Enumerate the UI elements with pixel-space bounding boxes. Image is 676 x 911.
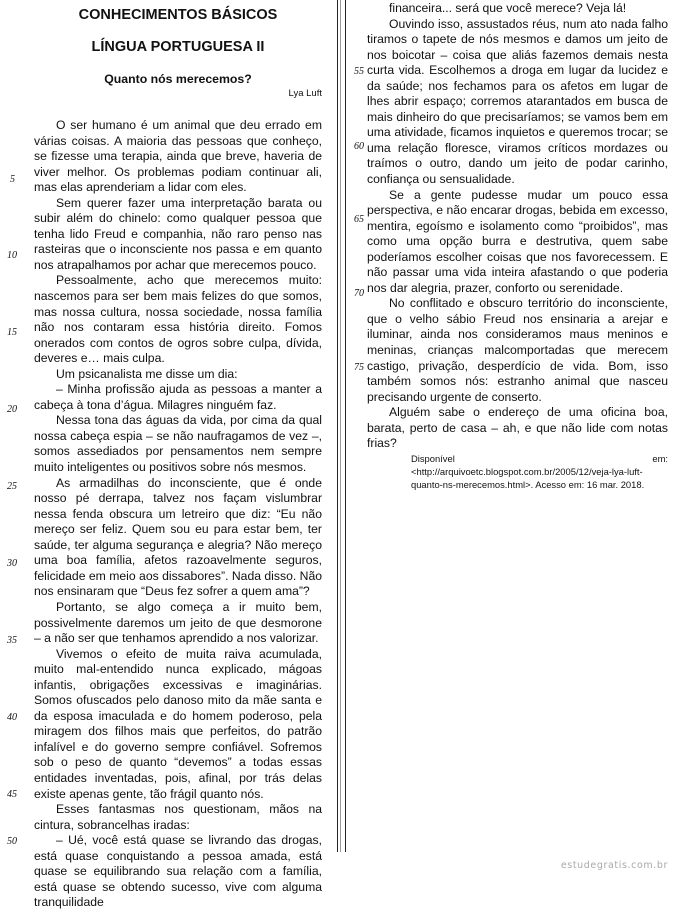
line-number: 20 bbox=[7, 404, 17, 415]
left-column bbox=[34, 0, 322, 911]
paragraph: financeira... será que você merece? Veja lá! bbox=[389, 1, 627, 15]
line-number: 60 bbox=[354, 141, 364, 152]
line-number: 15 bbox=[7, 327, 17, 338]
paragraph: Alguém sabe o endereço de uma oficina boa, barata, perto de casa – ah, e que não lide com notas frias? bbox=[367, 405, 668, 451]
source-citation: Disponível em: <http://arquivoetc.blogspot.com.br/2005/12/veja-lya-luft-quanto-ns-merecemos.html>. Acesso em: 16 mar. 2018. bbox=[411, 452, 668, 491]
paragraph: Se a gente pudesse mudar um pouco essa perspectiva, e não encarar drogas, bebida em excesso, mentira, egoísmo e isolamento como “proibidos”, mas como uma opção burra e destrutiva, quem sabe poderíamos escolher coisas que nos favorecessem. E não passar uma vida inteira afastando o que poderia nos dar alegria, prazer, conforto ou serenidade. bbox=[367, 187, 668, 295]
paragraph: No conflitado e obscuro território do inconsciente, que o velho sábio Freud nos ensinaria a arejar e iluminar, ainda nos consideramos maus meninos e meninas, crianças malcomportadas que merecem castigo, privação, desperdício de vida. Bom, isso também somos nós: estranho animal que nasceu precisando urgente de conserto. bbox=[367, 296, 668, 404]
paragraph: Portanto, se algo começa a ir muito bem, possivelmente daremos um jeito de que desmorone – a não ser que tenhamos aprendido a nos valorizar. bbox=[34, 599, 322, 646]
line-number: 50 bbox=[7, 836, 17, 847]
text-author: Lya Luft bbox=[288, 88, 322, 99]
paragraph: – Minha profissão ajuda as pessoas a manter a cabeça à tona d’água. Milagres ninguém faz. bbox=[34, 382, 322, 412]
right-column bbox=[367, 0, 668, 491]
line-number: 10 bbox=[7, 250, 17, 261]
line-number: 40 bbox=[7, 712, 17, 723]
line-number: 25 bbox=[7, 481, 17, 492]
line-number: 65 bbox=[354, 214, 364, 225]
line-number: 75 bbox=[354, 362, 364, 373]
paragraph: Sem querer fazer uma interpretação barata ou subir além do chinelo: como qualquer pessoa que tenha lido Freud e companhia, não raro penso nas rasteiras que o inconsciente nos passa e em quanto nos atrapalhamos por achar que merecemos pouco. bbox=[34, 195, 322, 272]
paragraph: Um psicanalista me disse um dia: bbox=[56, 366, 238, 381]
paragraph: As armadilhas do inconsciente, que é onde nosso pé derrapa, talvez nos façam vislumbrar nessa fenda obscura um letreiro que diz: “Eu não mereço ser feliz. Quem sou eu para estar bem, ter saúde, ter alguma segurança e alegria? Não mereço uma boa família, afetos razoavelmente seguros, felicidade em meio aos dissabores”. Nada disso. Não nos ensinaram que “Deus fez sofrer a quem ama”? bbox=[34, 475, 322, 599]
line-number: 45 bbox=[7, 789, 17, 800]
paragraph: – Ué, você está quase se livrando das drogas, está quase conquistando a pessoa amada, está quase se equilibrando sua relação com a família, está quase se obtendo sucesso, vive com alguma tranquilidade bbox=[34, 833, 322, 910]
text-title: Quanto nós merecemos? bbox=[104, 72, 252, 86]
paragraph: Ouvindo isso, assustados réus, num ato nada falho tiramos o tapete de nós mesmos e damos um jeito de nos boicotar – coisa que aliás fazemos demais nesta curta vida. Escolhemos a droga em lugar da lucidez e da saúde; nos fechamos para os afetos em lugar de lhes abrir espaço; corremos atarantados em busca de mais dinheiro do que precisaríamos; se vamos bem em uma atividade, ficamos inquietos e queremos trocar; se uma relação floresce, viramos críticos mordazes ou traímos o outro, dando um jeito de podar carinho, confiança ou sensualidade. bbox=[367, 16, 668, 187]
column-divider bbox=[337, 0, 346, 852]
paragraph: O ser humano é um animal que deu errado em várias coisas. A maioria das pessoas que conheço, se fizesse uma terapia, ainda que breve, haveria de viver melhor. Os problemas podiam continuar ali, mas elas aprenderiam a lidar com eles. bbox=[34, 118, 322, 195]
line-number: 30 bbox=[7, 558, 17, 569]
section-heading: CONHECIMENTOS BÁSICOS bbox=[78, 7, 278, 23]
paragraph: Esses fantasmas nos questionam, mãos na cintura, sobrancelhas iradas: bbox=[34, 802, 322, 832]
line-number: 5 bbox=[10, 174, 15, 185]
line-number: 35 bbox=[7, 635, 17, 646]
line-number: 70 bbox=[354, 288, 364, 299]
line-number: 55 bbox=[354, 66, 364, 77]
paragraph: Nessa tona das águas da vida, por cima da qual nossa cabeça espia – se não naufragamos de vez –, somos assediados por pensamentos nem sempre muito inteligentes ou positivos sobre nós mesmos. bbox=[34, 413, 322, 475]
paragraph: Vivemos o efeito de muita raiva acumulada, muito mal-entendido nunca explicado, mágoas infantis, obrigações excessivas e imaginárias. Somos ofuscados pelo danoso mito da mãe santa e da esposa imaculada e do homem poderoso, pela miragem dos filhos mais que perfeitos, do patrão infalível e do governo sempre confiável. Sofremos sob o peso de quanto “devemos” a todas essas entidades inventadas, pois, afinal, por trás delas existe apenas gente, tão frágil quanto nós. bbox=[34, 646, 322, 801]
site-watermark: estudegratis.com.br bbox=[560, 860, 668, 871]
paragraph: Pessoalmente, acho que merecemos muito: nascemos para ser bem mais felizes do que somos, mas nossa cultura, nossa sociedade, nossa família não nos contaram essa história direito. Fomos onerados com contos de ogros sobre culpa, dívida, deveres e… mais culpa. bbox=[34, 273, 322, 366]
subject-heading: LÍNGUA PORTUGUESA II bbox=[91, 39, 265, 55]
